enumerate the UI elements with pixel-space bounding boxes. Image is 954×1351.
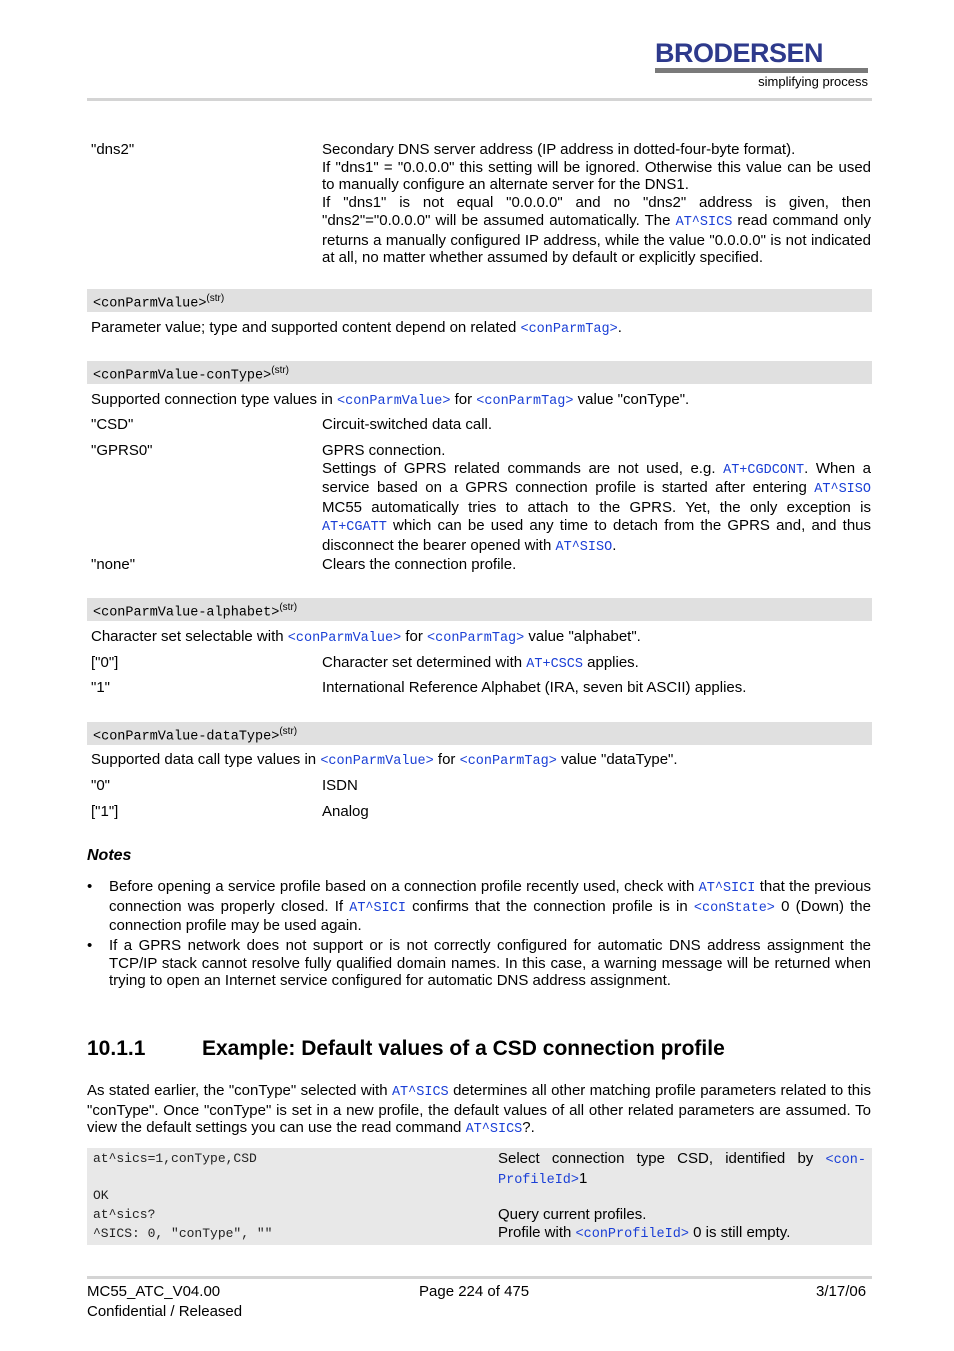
datatype-0-key: "0" — [91, 777, 110, 794]
link-conprofileid[interactable]: <con-ProfileId> — [498, 1153, 866, 1188]
notes-heading: Notes — [87, 847, 132, 864]
link-at-sici[interactable]: AT^SICI — [349, 900, 406, 916]
contype-gprs0-value: GPRS connection. Settings of GPRS related commands are not used, e.g. AT+CGDCONT. When a service based on a GPRS connection profile is started after entering AT^SISO MC55 automatically tries to attach to the GPRS. Yet, the only exception is AT+CGATT which can be used any time to detach from the GPRS and, and thus disconnect the bearer opened with AT^SISO. — [322, 442, 872, 555]
example-command-2: at^sics? — [93, 1207, 156, 1222]
link-conparmtag[interactable]: <conParmTag> — [459, 754, 557, 769]
example-remark-2: Query current profiles. — [498, 1206, 647, 1223]
link-at-cgdcont[interactable]: AT+CGDCONT — [723, 462, 805, 478]
section-title: Example: Default values of a CSD connection profile — [202, 1037, 725, 1060]
example-remark-1: Select connection type CSD, identified by <con-ProfileId>1 — [498, 1150, 866, 1188]
param-dns2-description — [322, 141, 871, 267]
bullet-icon: • — [87, 937, 93, 954]
contype-gprs0-key: "GPRS0" — [91, 442, 153, 459]
param-header-alphabet: <conParmValue-alphabet>$^{(str)}$ — [87, 598, 872, 621]
link-conparmtag[interactable]: <conParmTag> — [427, 631, 525, 646]
contype-csd-value: Circuit-switched data call. — [322, 416, 493, 433]
datatype-1-key: ["1"] — [91, 803, 119, 820]
datatype-intro: Supported data call type values in <conParmValue> for <conParmTag> value "dataType". — [91, 751, 678, 769]
param-header-contype: <conParmValue-conType>$^{(str)}$ — [87, 361, 872, 384]
param-header-datatype: <conParmValue-dataType>$^{(str)}$ — [87, 722, 872, 745]
example-response-sics: ^SICS: 0, "conType", "" — [93, 1226, 273, 1241]
contype-intro: Supported connection type values in <conParmValue> for <conParmTag> value "conType". — [91, 391, 690, 409]
link-at-cscs[interactable]: AT+CSCS — [526, 657, 583, 672]
link-constate[interactable]: <conState> — [693, 900, 775, 916]
note-2: If a GPRS network does not support or is not correctly configured for automatic DNS address assignment the TCP/IP stack cannot resolve fully qualified domain names. In this case, a warning message will be returned when trying to open an Internet service configured for automatic DNS address assignment. — [109, 937, 871, 990]
example-remark-3: Profile with <conProfileId> 0 is still empty. — [498, 1224, 791, 1242]
alphabet-1-value: International Reference Alphabet (IRA, seven bit ASCII) applies. — [322, 679, 747, 696]
logo-tagline: simplifying process — [758, 74, 868, 89]
contype-none-key: "none" — [91, 556, 136, 573]
contype-csd-key: "CSD" — [91, 416, 134, 433]
link-at-siso[interactable]: AT^SISO — [555, 539, 613, 555]
datatype-1-value: Analog — [322, 803, 369, 820]
param-header-conparmvalue: <conParmValue>$^{(str)}$ — [87, 289, 872, 312]
dns2-line3: If "dns1" is not equal "0.0.0.0" and no "dns2" address is given, then "dns2"="0.0.0.0" will be assumed automatically. The AT^SICS read command only returns a manually configured IP address, while the value "0.0.0.0" is not indicated at all, no matter whether assumed by default or explicitly specified. — [322, 194, 871, 267]
alphabet-intro: Character set selectable with <conParmValue> for <conParmTag> value "alphabet". — [91, 628, 641, 646]
example-response-ok: OK — [93, 1188, 109, 1203]
section-number: 10.1.1 — [87, 1037, 146, 1060]
link-at-sics[interactable]: AT^SICS — [465, 1122, 523, 1138]
link-conparmtag[interactable]: <conParmTag> — [520, 322, 618, 337]
link-at-sics[interactable]: AT^SICS — [391, 1085, 449, 1100]
link-conparmvalue[interactable]: <conParmValue> — [320, 754, 434, 769]
footer-rule — [87, 1276, 872, 1279]
alphabet-0-key: ["0"] — [91, 654, 119, 671]
footer-doc-id: MC55_ATC_V04.00 — [87, 1283, 221, 1300]
header-rule — [87, 98, 872, 101]
link-at-sics[interactable]: AT^SICS — [675, 214, 733, 230]
footer-page-number: Page 224 of 475 — [419, 1283, 530, 1300]
link-conparmvalue[interactable]: <conParmValue> — [287, 631, 402, 646]
logo-underline — [655, 68, 868, 73]
example-command-1: at^sics=1,conType,CSD — [93, 1151, 257, 1166]
note-1: Before opening a service profile based on a connection profile recently used, check with AT^SICI that the previous connection was properly closed. If AT^SICI confirms that the connection profile is in <conState> 0 (Down) the connection profile may be used again. — [109, 878, 871, 935]
link-conparmvalue[interactable]: <conParmValue> — [337, 394, 451, 409]
footer-status: Confidential / Released — [87, 1303, 243, 1320]
contype-none-value: Clears the connection profile. — [322, 556, 517, 573]
footer-date: 3/17/06 — [816, 1283, 867, 1300]
alphabet-0-value: Character set determined with AT+CSCS applies. — [322, 654, 639, 672]
section-paragraph: As stated earlier, the "conType" selected with AT^SICS determines all other matching profile parameters related to this "conType". Once "conType" is set in a new profile, the default values of all other related parameters are assumed. To view the default settings you can use the read command AT^SICS?. — [87, 1082, 871, 1138]
alphabet-1-key: "1" — [91, 679, 110, 696]
param-dns2-key: "dns2" — [91, 141, 135, 158]
dns2-line2: If "dns1" = "0.0.0.0" this setting will be ignored. Otherwise this value can be used to manually configure an alternate server for the DNS1. — [322, 158, 871, 194]
datatype-0-value: ISDN — [322, 777, 358, 794]
link-at-siso[interactable]: AT^SISO — [814, 482, 871, 498]
link-conprofileid[interactable]: <conProfileId> — [575, 1227, 689, 1242]
dns2-line1: Secondary DNS server address (IP address in dotted-four-byte format). — [322, 141, 796, 158]
link-at-sici[interactable]: AT^SICI — [698, 881, 756, 896]
link-conparmtag[interactable]: <conParmTag> — [476, 394, 574, 409]
link-at-cgatt[interactable]: AT+CGATT — [322, 519, 387, 535]
conparmvalue-description: Parameter value; type and supported content depend on related <conParmTag>. — [91, 319, 622, 337]
brand-logo — [655, 40, 870, 90]
bullet-icon: • — [87, 878, 93, 895]
logo-wordmark: BRODERSEN — [655, 38, 824, 68]
